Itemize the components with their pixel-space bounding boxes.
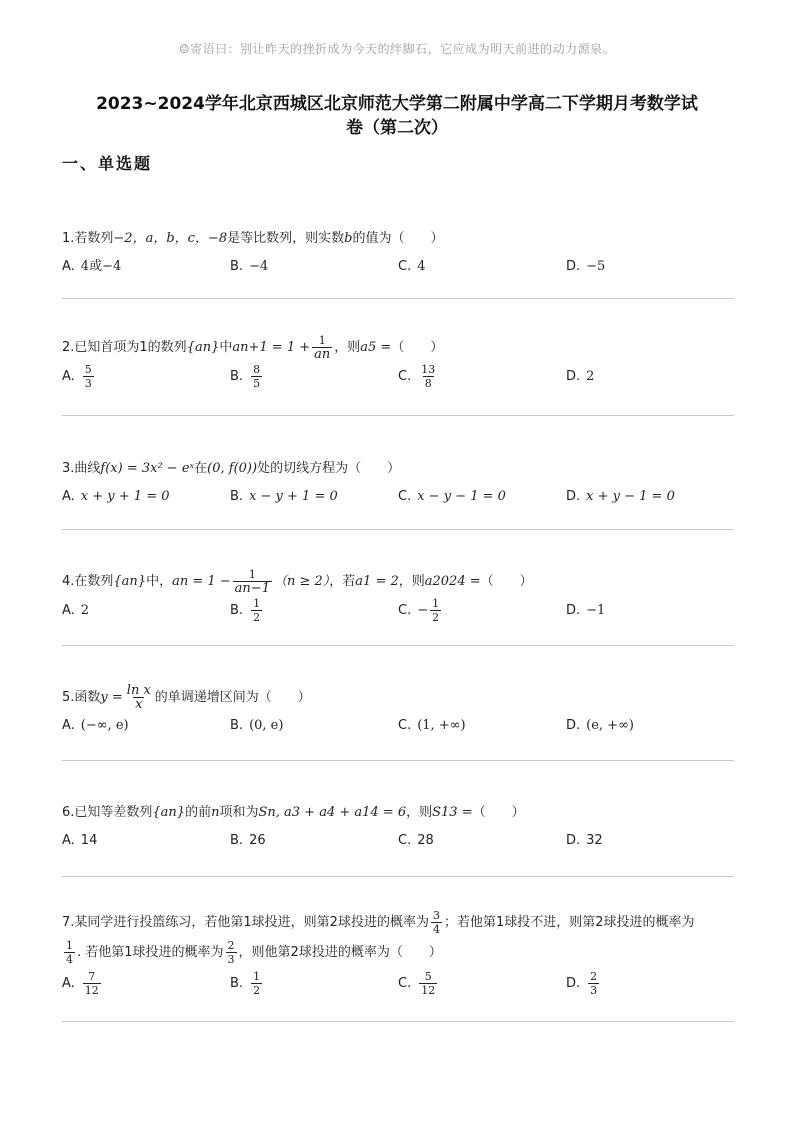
option-d[interactable]: D. (e, +∞) [566, 718, 634, 733]
option-b[interactable]: B. $\frac{1}{2}$ [230, 970, 261, 997]
divider [62, 529, 734, 530]
question-5 [62, 684, 734, 739]
question-7 [62, 908, 734, 997]
option-b[interactable]: B. $\frac{8}{5}$ [230, 363, 261, 390]
divider [62, 298, 734, 299]
option-a[interactable]: A. x + y + 1 = 0 [62, 489, 170, 504]
page-title [50, 92, 744, 140]
title-line-1: 2023~2024学年北京西城区北京师范大学第二附属中学高二下学期月考数学试 [96, 94, 698, 114]
question-stem: 3.曲线f(x) = 3x² − eˣ在(0, f(0))处的切线方程为（ ） [62, 461, 401, 476]
option-c[interactable]: C. (1, +∞) [398, 718, 466, 733]
option-c[interactable]: C. $\frac{13}{8}$ [398, 363, 436, 390]
option-b[interactable]: B. $\frac{1}{2}$ [230, 597, 261, 624]
title-line-2: 卷（第二次） [346, 118, 448, 138]
options-row [62, 597, 734, 624]
question-6 [62, 800, 734, 854]
question-stem: 7.某同学进行投篮练习，若他第1球投进，则第2球投进的概率为 $\frac{3}{4}$ ；若他第1球投不进，则第2球投进的概率为 $\frac{1}{4}$ . 若他第1球投进的概率为 $\frac{2}{3}$ ，则他第2球投进的概率为（ ） [62, 909, 695, 966]
option-d[interactable]: D. −1 [566, 602, 606, 618]
option-a[interactable]: A. $\frac{5}{3}$ [62, 363, 92, 390]
divider [62, 1021, 734, 1022]
question-2 [62, 334, 734, 390]
question-1 [62, 226, 734, 280]
option-c[interactable]: C. 28 [398, 833, 434, 848]
option-d[interactable]: D. 32 [566, 833, 603, 848]
option-a[interactable]: A. (−∞, e) [62, 718, 129, 733]
option-b[interactable]: B. 26 [230, 833, 266, 848]
question-stem: 2.已知首项为1的数列{an}中an+1 = 1 + $\frac{1}{an}$ ，则a5 =（ ） [62, 334, 444, 362]
option-b[interactable]: B. (0, e) [230, 718, 284, 733]
option-d[interactable]: D. x + y − 1 = 0 [566, 489, 675, 504]
fraction: $\frac{\text{ln x}}{x}$ [126, 683, 151, 712]
option-a[interactable]: A. 2 [62, 602, 90, 618]
question-stem: 1.若数列−2，a，b，c，−8是等比数列，则实数b的值为（ ） [62, 231, 444, 246]
options-row [62, 828, 734, 854]
options-row [62, 713, 734, 739]
option-b[interactable]: B. −4 [230, 259, 269, 274]
option-a[interactable]: A. 14 [62, 833, 98, 848]
fraction: $\frac{1}{an-1}$ [234, 568, 270, 596]
option-c[interactable]: C. $\frac{5}{12}$ [398, 970, 436, 997]
option-c[interactable]: C. − $\frac{1}{2}$ [398, 597, 440, 624]
section-heading: 一、单选题 [62, 154, 153, 173]
options-row [62, 363, 734, 390]
option-d[interactable]: D. −5 [566, 259, 606, 274]
divider [62, 760, 734, 761]
question-4 [62, 568, 734, 624]
fraction: $\frac{1}{4}$ [66, 939, 73, 966]
motto-text: ☺寄语曰：别让昨天的挫折成为今天的绊脚石，它应成为明天前进的动力源泉。 [178, 42, 616, 56]
option-c[interactable]: C. x − y − 1 = 0 [398, 489, 506, 504]
fraction: $\frac{1}{an}$ [314, 334, 331, 362]
question-3 [62, 456, 734, 510]
options-row [62, 970, 734, 997]
question-stem: 5.函数y = $\frac{\text{ln x}}{x}$ 的单调递增区间为（ ） [62, 683, 311, 712]
option-a[interactable]: A. 4或−4 [62, 259, 122, 274]
options-row [62, 254, 734, 280]
fraction: $\frac{3}{4}$ [432, 909, 440, 936]
option-b[interactable]: B. x − y + 1 = 0 [230, 489, 338, 504]
fraction: $\frac{2}{3}$ [227, 939, 235, 966]
divider [62, 645, 734, 646]
option-c[interactable]: C. 4 [398, 259, 426, 274]
option-a[interactable]: A. $\frac{7}{12}$ [62, 970, 99, 997]
question-stem: 4.在数列{an}中，an = 1 − $\frac{1}{an-1}$ （n ≥ 2），若a1 = 2，则a2024 =（ ） [62, 568, 533, 596]
options-row [62, 484, 734, 510]
option-d[interactable]: D. $\frac{2}{3}$ [566, 970, 598, 997]
question-stem: 6.已知等差数列{an}的前n项和为Sn, a3 + a4 + a14 = 6，则S13 =（ ） [62, 805, 525, 820]
option-d[interactable]: D. 2 [566, 368, 595, 384]
divider [62, 415, 734, 416]
divider [62, 876, 734, 877]
